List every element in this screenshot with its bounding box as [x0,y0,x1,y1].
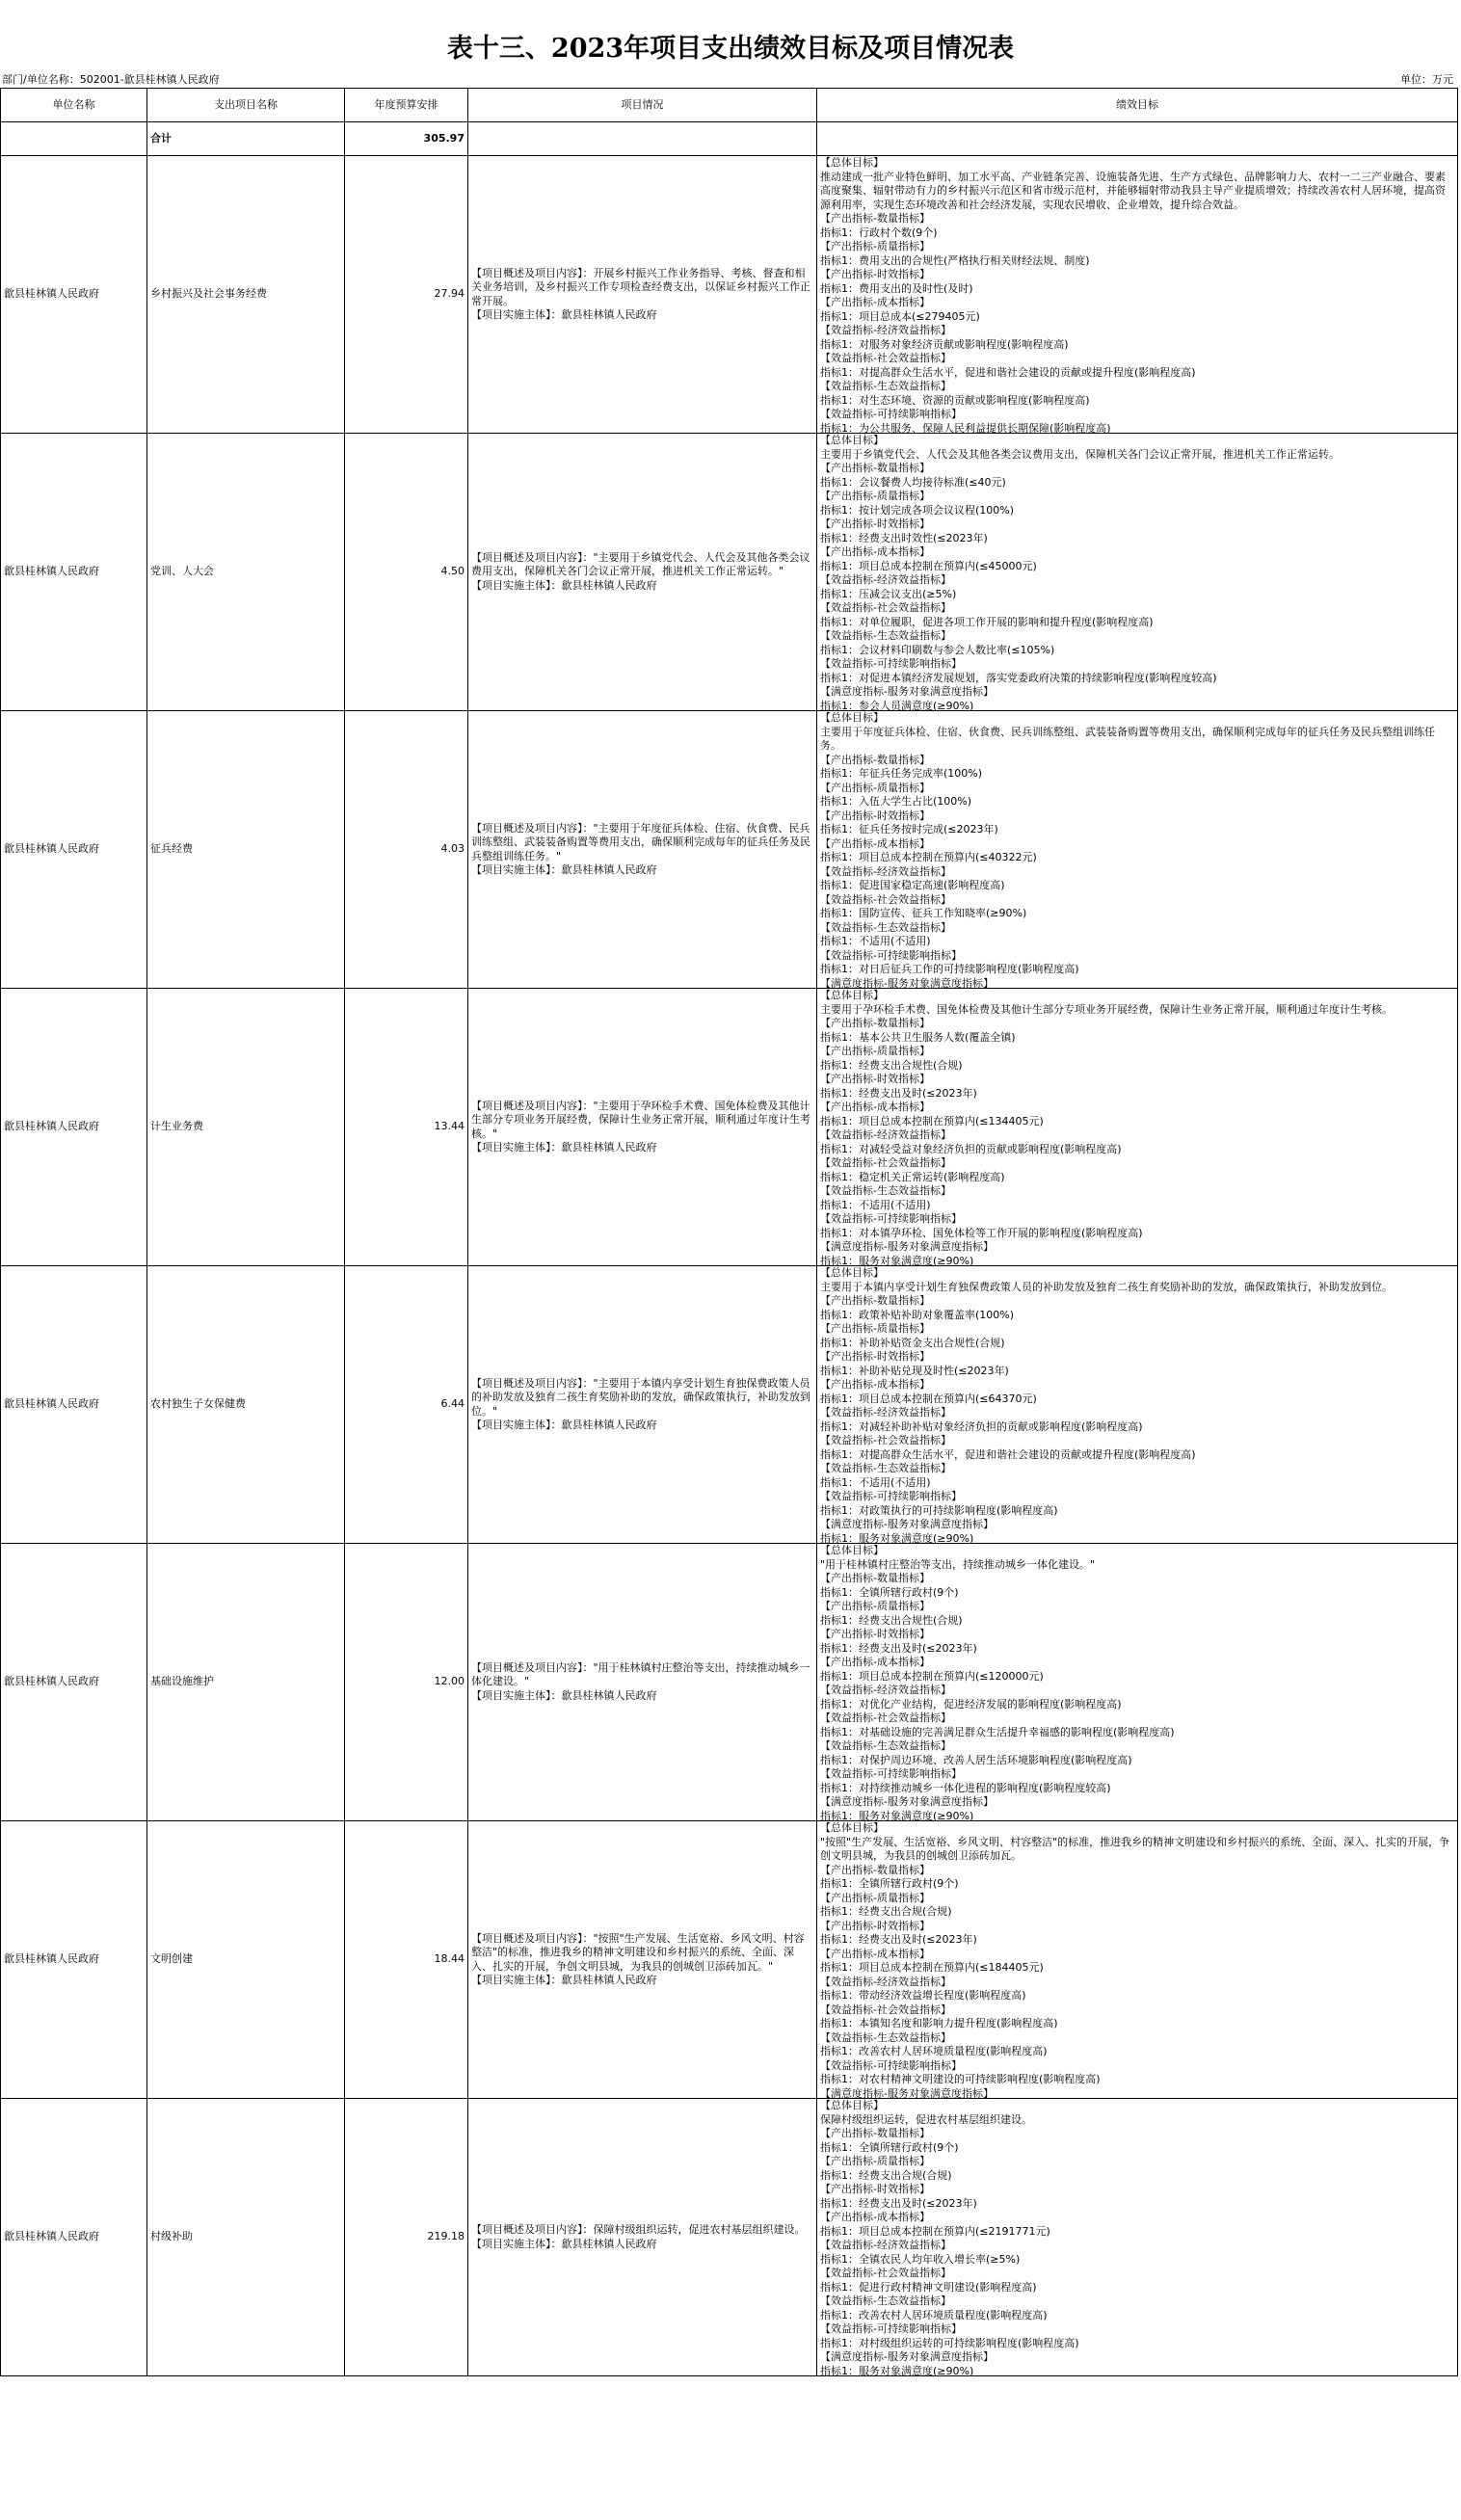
situation-line: 【项目实施主体】：歙县桂林镇人民政府 [471,1141,657,1154]
situation-line: 【项目实施主体】：歙县桂林镇人民政府 [471,1419,657,1431]
goal-line: 指标1：项目总成本控制在预算内(≤134405元) [820,1114,1044,1127]
goal-line: 指标1：对保护周边环境、改善人居生活环境影响程度(影响程度高) [820,1753,1132,1766]
situation-cell [468,1266,817,1544]
situation-line: 【项目实施主体】：歙县桂林镇人民政府 [471,1974,657,1986]
goal-line: 指标1：压减会议支出(≥5%) [820,587,957,600]
goal-line: 【效益指标-生态效益指标】 [820,1462,951,1474]
situation-cell [468,989,817,1266]
total-value: 305.97 [345,122,468,156]
situation-line: 【项目实施主体】：歙县桂林镇人民政府 [471,308,657,321]
goal-line: 指标1：经费支出合规性(合规) [820,1058,963,1072]
goal-line: 【产出指标-数量指标】 [820,1294,930,1307]
goal-line: 【产出指标-时效指标】 [820,1628,930,1640]
goal-line: 【产出指标-时效指标】 [820,2183,930,2195]
goal-line: 指标1：服务对象满意度(≥90%) [820,1531,974,1543]
goal-line: 【满意度指标-服务对象满意度指标】 [820,976,994,988]
table-row [1,1266,1458,1544]
goal-line: 【效益指标-经济效益指标】 [820,1975,951,1988]
goal-line: 【产出指标-质量指标】 [820,1322,930,1335]
goals-cell [817,711,1458,989]
goal-line: 指标1：补助补贴资金支出合规性(合规) [820,1336,1005,1349]
table-row [1,156,1458,434]
total-unit-cell [1,122,147,156]
goal-line: 指标1：项目总成本控制在预算内(≤45000元) [820,559,1037,572]
header-project-name: 支出项目名称 [147,89,345,122]
goal-line: 指标1：对政策执行的可持续影响程度(影响程度高) [820,1503,1058,1517]
project-name-cell: 乡村振兴及社会事务经费 [147,156,345,434]
total-goals-cell [817,122,1458,156]
goal-line: 【效益指标-生态效益指标】 [820,2295,951,2307]
budget-cell: 6.44 [345,1266,468,1544]
goal-line: 【效益指标-经济效益指标】 [820,1684,951,1696]
goal-line: 【效益指标-社会效益指标】 [820,2267,951,2279]
goal-line: 保障村级组织运转，促进农村基层组织建设。 [820,2112,1032,2126]
goal-line: 指标1：带动经济效益增长程度(影响程度高) [820,1989,1026,2002]
goal-line: 指标1：改善农村人居环境质量程度(影响程度高) [820,2045,1048,2057]
goal-line: 【效益指标-经济效益指标】 [820,573,951,586]
budget-cell: 27.94 [345,156,468,434]
situation-line: 【项目概述及项目内容】："按照"生产发展、生活宽裕、乡风文明、村容整洁"的标准，推进我乡的精神文明建设和乡村振兴的系统、全面、深入、扎实的开展，争创文明县城，为我县的创城创卫添砖加瓦。" [471,1931,805,1973]
goal-line: 指标1：全镇所辖行政村(9个) [820,1585,959,1599]
goal-line: 【产出指标-成本指标】 [820,1947,930,1960]
goal-line: 【满意度指标-服务对象满意度指标】 [820,2086,994,2098]
situation-cell [468,2099,817,2376]
unit-cell: 歙县桂林镇人民政府 [1,1266,147,1544]
goal-line: 指标1：对村级组织运转的可持续影响程度(影响程度高) [820,2336,1079,2349]
goal-line: 指标1：不适用(不适用) [820,1475,931,1489]
goal-line: 指标1：入伍大学生占比(100%) [820,795,972,808]
goal-line: 【效益指标-社会效益指标】 [820,892,951,906]
goal-line: 【效益指标-生态效益指标】 [820,380,951,392]
goal-line: 【效益指标-可持续影响指标】 [820,2322,962,2335]
goal-line: 指标1：经费支出时效性(≤2023年) [820,531,988,544]
goal-line: 【产出指标-数量指标】 [820,753,930,766]
goal-line: 指标1：本镇知名度和影响力提升程度(影响程度高) [820,2017,1058,2029]
goal-line: 指标1：按计划完成各项会议议程(100%) [820,503,1015,517]
goal-line: 【产出指标-时效指标】 [820,268,930,280]
table-header-row [1,89,1458,122]
situation-cell [468,434,817,711]
unit-cell: 歙县桂林镇人民政府 [1,1544,147,1821]
goal-line: 指标1：对生态环境、资源的贡献或影响程度(影响程度高) [820,393,1090,407]
situation-cell [468,156,817,434]
goal-line: 【产出指标-时效指标】 [820,809,930,822]
header-unit: 单位名称 [1,89,147,122]
situation-line: 【项目概述及项目内容】：保障村级组织运转，促进农村基层组织建设。 [471,2223,806,2236]
goal-line: 指标1：会议材料印刷数与参会人数比率(≤105%) [820,643,1055,656]
goals-cell [817,1544,1458,1821]
goal-line: 指标1：经费支出合规(合规) [820,2168,952,2182]
budget-cell: 4.50 [345,434,468,711]
goal-line: 指标1：经费支出及时(≤2023年) [820,1086,977,1100]
budget-cell: 12.00 [345,1544,468,1821]
goal-line: 【产出指标-成本指标】 [820,2211,930,2223]
goal-line: 【效益指标-生态效益指标】 [820,2030,951,2044]
total-label: 合计 [147,122,345,156]
goal-line: 指标1：服务对象满意度(≥90%) [820,1254,974,1265]
goal-line: 【满意度指标-服务对象满意度指标】 [820,2350,994,2363]
goal-line: 【效益指标-经济效益指标】 [820,1406,951,1419]
goal-line: 【产出指标-数量指标】 [820,462,930,474]
goal-line: 【效益指标-社会效益指标】 [820,2003,951,2016]
goal-line: 指标1：费用支出的合规性(严格执行相关财经法规、制度) [820,253,1090,267]
goals-list [820,1544,1454,1820]
goal-line: 【产出指标-质量指标】 [820,1891,930,1904]
goal-line: 指标1：为公共服务、保障人民利益提供长期保障(影响程度高) [820,421,1111,433]
goal-line: 指标1：全镇所辖行政村(9个) [820,2140,959,2154]
goal-line: "用于桂林镇村庄整治等支出，持续推动城乡一体化建设。" [820,1557,1096,1571]
goal-line: 【产出指标-数量指标】 [820,1017,930,1029]
situation-line: 【项目实施主体】：歙县桂林镇人民政府 [471,578,657,592]
goals-cell [817,2099,1458,2376]
unit-cell: 歙县桂林镇人民政府 [1,1821,147,2099]
goal-line: 指标1：项目总成本控制在预算内(≤120000元) [820,1669,1044,1683]
goal-line: 【产出指标-时效指标】 [820,1073,930,1085]
goal-line: 【产出指标-质量指标】 [820,490,930,502]
table-row [1,1821,1458,2099]
goal-line: 【满意度指标-服务对象满意度指标】 [820,685,994,698]
goal-line: 主要用于年度征兵体检、住宿、伙食费、民兵训练整组、武装装备购置等费用支出，确保顺利完成每年的征兵任务及民兵整组训练任务。 [820,725,1435,752]
goal-line: 指标1：对本镇孕环检、国免体检等工作开展的影响程度(影响程度高) [820,1226,1143,1239]
goal-line: 指标1：稳定机关正常运转(影响程度高) [820,1170,1005,1183]
goal-line: 【满意度指标-服务对象满意度指标】 [820,1518,994,1530]
project-name-cell: 计生业务费 [147,989,345,1266]
unit-cell: 歙县桂林镇人民政府 [1,2099,147,2376]
unit-cell: 歙县桂林镇人民政府 [1,711,147,989]
goal-line: 指标1：对持续推动城乡一体化进程的影响程度(影响程度较高) [820,1781,1111,1794]
goals-list [820,2099,1454,2375]
goals-list [820,1821,1454,2098]
goal-line: 【效益指标-可持续影响指标】 [820,948,962,962]
budget-cell: 18.44 [345,1821,468,2099]
goal-line: 【效益指标-可持续影响指标】 [820,1490,962,1502]
goal-line: 【效益指标-经济效益指标】 [820,1128,951,1141]
goal-line: 【效益指标-生态效益指标】 [820,629,951,642]
goal-line: 指标1：项目总成本控制在预算内(≤184405元) [820,1961,1044,1974]
goal-line: 【满意度指标-服务对象满意度指标】 [820,1795,994,1808]
goal-line: 【效益指标-可持续影响指标】 [820,1212,962,1225]
goal-line: 【效益指标-生态效益指标】 [820,1184,951,1197]
goal-line: 【效益指标-可持续影响指标】 [820,657,962,670]
goal-line: 指标1：项目总成本控制在预算内(≤64370元) [820,1392,1037,1405]
goal-line: 指标1：改善农村人居环境质量程度(影响程度高) [820,2308,1048,2321]
goal-line: 【效益指标-生态效益指标】 [820,1739,951,1752]
situation-line: 【项目实施主体】：歙县桂林镇人民政府 [471,1688,657,1702]
goal-line: 【产出指标-数量指标】 [820,2127,930,2139]
project-name-cell: 基础设施维护 [147,1544,345,1821]
table-row [1,711,1458,989]
goal-line: 【满意度指标-服务对象满意度指标】 [820,1240,994,1253]
goal-line: 【产出指标-质量指标】 [820,1600,930,1612]
goal-line: 【效益指标-社会效益指标】 [820,601,951,614]
goal-line: 【产出指标-成本指标】 [820,836,930,850]
goal-line: 指标1：对减轻补助补贴对象经济负担的贡献或影响程度(影响程度高) [820,1419,1143,1433]
goal-line: 【效益指标-经济效益指标】 [820,2239,951,2251]
goal-line: 指标1：会议餐费人均接待标准(≤40元) [820,475,1006,489]
goals-cell [817,1266,1458,1544]
unit-cell: 歙县桂林镇人民政府 [1,989,147,1266]
goal-line: 指标1：对日后征兵工作的可持续影响程度(影响程度高) [820,963,1079,975]
goal-line: 【产出指标-成本指标】 [820,1656,930,1668]
goal-line: 【产出指标-时效指标】 [820,517,930,530]
project-name-cell: 文明创建 [147,1821,345,2099]
situation-line: 【项目概述及项目内容】："主要用于本镇内享受计划生育独保费政策人员的补助发放及独育二孩生育奖励补助的发放，确保政策执行，补助发放到位。" [471,1376,810,1418]
goal-line: 【总体目标】 [820,1544,884,1556]
goal-line: 指标1：促进国家稳定高速(影响程度高) [820,879,1005,891]
goal-line: 【总体目标】 [820,156,884,169]
goal-line: 指标1：政策补贴补助对象覆盖率(100%) [820,1308,1015,1321]
goal-line: 【总体目标】 [820,711,884,724]
goal-line: 指标1：对提高群众生活水平，促进和谐社会建设的贡献或提升程度(影响程度高) [820,1447,1196,1461]
table-row [1,1544,1458,1821]
goal-line: 指标1：不适用(不适用) [820,1198,931,1211]
goal-line: 指标1：经费支出及时(≤2023年) [820,1933,977,1946]
header-budget: 年度预算安排 [345,89,468,122]
goal-line: 指标1：费用支出的及时性(及时) [820,281,973,295]
goal-line: 【产出指标-质量指标】 [820,2155,930,2167]
header-goals: 绩效目标 [817,89,1458,122]
goals-cell [817,156,1458,434]
goal-line: 指标1：对促进本镇经济发展规划，落实党委政府决策的持续影响程度(影响程度较高) [820,671,1217,684]
situation-line: 【项目概述及项目内容】：开展乡村振兴工作业务指导、考核、督查和相关业务培训，及乡村振兴工作专项检查经费支出，以保证乡村振兴工作正常开展。 [471,266,810,307]
goal-line: 主要用于本镇内享受计划生育独保费政策人员的补助发放及独育二孩生育奖励补助的发放，确保政策执行，补助发放到位。 [820,1280,1393,1293]
goals-cell [817,1821,1458,2099]
goals-cell [817,434,1458,711]
goal-line: 指标1：行政村个数(9个) [820,225,938,239]
goal-line: 【效益指标-可持续影响指标】 [820,408,962,420]
goals-list [820,1266,1454,1543]
goal-line: 指标1：对农村精神文明建设的可持续影响程度(影响程度高) [820,2073,1101,2085]
goal-line: 【产出指标-成本指标】 [820,1378,930,1391]
goal-line: 【产出指标-成本指标】 [820,1101,930,1113]
goal-line: 指标1：经费支出合规性(合规) [820,1613,963,1627]
goals-list [820,989,1454,1265]
goal-line: 指标1：基本公共卫生服务人数(覆盖全镇) [820,1030,1016,1044]
goal-line: 【效益指标-社会效益指标】 [820,352,951,364]
goal-line: 【效益指标-生态效益指标】 [820,920,951,934]
goal-line: 【产出指标-质量指标】 [820,1045,930,1057]
page-title: 表十三、2023年项目支出绩效目标及项目情况表 [446,34,1015,64]
budget-cell: 4.03 [345,711,468,989]
goal-line: 【效益指标-经济效益指标】 [820,324,951,336]
goal-line: 【产出指标-时效指标】 [820,1919,930,1932]
department-label: 部门/单位名称：502001-歙县桂林镇人民政府 [2,73,220,86]
total-row [1,122,1458,156]
goal-line: 【效益指标-社会效益指标】 [820,1434,951,1446]
goal-line: 指标1：经费支出及时(≤2023年) [820,2196,977,2210]
project-name-cell: 征兵经费 [147,711,345,989]
goal-line: 指标1：对单位履职，促进各项工作开展的影响和提升程度(影响程度高) [820,615,1154,628]
goal-line: 指标1：项目总成本控制在预算内(≤40322元) [820,851,1037,863]
goal-line: 指标1：经费支出及时(≤2023年) [820,1641,977,1655]
unit-cell: 歙县桂林镇人民政府 [1,156,147,434]
goal-line: 【总体目标】 [820,1821,884,1834]
situation-line: 【项目概述及项目内容】："主要用于乡镇党代会、人代会及其他各类会议费用支出，保障机关各门会议正常开展，推进机关工作正常运转。" [471,550,810,578]
situation-cell [468,1544,817,1821]
goal-line: 【产出指标-数量指标】 [820,212,930,225]
goal-line: 指标1：参会人员满意度(≥90%) [820,699,974,710]
goal-line: 指标1：年征兵任务完成率(100%) [820,767,983,780]
unit-cell: 歙县桂林镇人民政府 [1,434,147,711]
goal-line: 【效益指标-社会效益指标】 [820,1711,951,1724]
goal-line: 指标1：对优化产业结构，促进经济发展的影响程度(影响程度高) [820,1697,1122,1711]
budget-cell: 13.44 [345,989,468,1266]
goal-line: 指标1：对基础设施的完善满足群众生活提升幸福感的影响程度(影响程度高) [820,1725,1175,1738]
goals-list [820,711,1454,988]
goal-line: 指标1：全镇所辖行政村(9个) [820,1877,959,1890]
goal-line: 主要用于孕环检手术费、国免体检费及其他计生部分专项业务开展经费，保障计生业务正常开展，顺利通过年度计生考核。 [820,1002,1393,1016]
goal-line: 指标1：经费支出合规(合规) [820,1905,952,1918]
performance-table [0,88,1458,2376]
goal-line: 指标1：服务对象满意度(≥90%) [820,2364,974,2375]
goal-line: 【总体目标】 [820,989,884,1001]
goal-line: 指标1：不适用(不适用) [820,935,931,947]
goal-line: 【效益指标-可持续影响指标】 [820,1767,962,1780]
goal-line: "按照"生产发展、生活宽裕、乡风文明、村容整洁"的标准，推进我乡的精神文明建设和乡村振兴的系统、全面、深入、扎实的开展，争创文明县城，为我县的创城创卫添砖加瓦。 [820,1835,1450,1862]
goal-line: 指标1：服务对象满意度(≥90%) [820,1809,974,1820]
goals-list [820,156,1454,433]
goal-line: 指标1：国防宣传、征兵工作知晓率(≥90%) [820,907,1027,919]
goal-line: 【产出指标-质量指标】 [820,240,930,252]
situation-line: 【项目实施主体】：歙县桂林镇人民政府 [471,2237,657,2250]
total-situation-cell [468,122,817,156]
goal-line: 指标1：对提高群众生活水平，促进和谐社会建设的贡献或提升程度(影响程度高) [820,365,1196,379]
goal-line: 指标1：对服务对象经济贡献或影响程度(影响程度高) [820,337,1069,351]
situation-line: 【项目实施主体】：歙县桂林镇人民政府 [471,863,657,876]
goal-line: 指标1：对减轻受益对象经济负担的贡献或影响程度(影响程度高) [820,1142,1122,1155]
goal-line: 【总体目标】 [820,1266,884,1279]
situation-cell [468,1821,817,2099]
goal-line: 【产出指标-成本指标】 [820,545,930,558]
table-row [1,989,1458,1266]
project-name-cell: 农村独生子女保健费 [147,1266,345,1544]
goal-line: 【产出指标-数量指标】 [820,1572,930,1584]
table-row [1,434,1458,711]
goal-line: 指标1：补助补贴兑现及时性(≤2023年) [820,1364,1009,1377]
situation-cell [468,711,817,989]
goal-line: 【总体目标】 [820,2099,884,2111]
goal-line: 【产出指标-数量指标】 [820,1863,930,1876]
goal-line: 指标1：项目总成本控制在预算内(≤2191771元) [820,2224,1050,2238]
situation-line: 【项目概述及项目内容】："主要用于孕环检手术费、国免体检费及其他计生部分专项业务开展经费，保障计生业务正常开展，顺利通过年度计生考核。" [471,1099,810,1140]
goal-line: 指标1：全镇农民人均年收入增长率(≥5%) [820,2252,1021,2266]
project-name-cell: 村级补助 [147,2099,345,2376]
goal-line: 指标1：征兵任务按时完成(≤2023年) [820,823,998,836]
goal-line: 【效益指标-经济效益指标】 [820,864,951,878]
goal-line: 推动建成一批产业特色鲜明、加工水平高、产业链条完善、设施装备先进、生产方式绿色、品牌影响力大、农村一二三产业融合、要素高度聚集、辐射带动有力的乡村振兴示范区和省市级示范村，并能够辐射带动我县主导产业提质增效；持续改善农村人居环境，提高资源利用率，实现生态环境改善和社会经济发展，实现农民增收、企业增效，提升综合效益。 [820,170,1446,211]
goal-line: 【产出指标-成本指标】 [820,296,930,308]
unit-label: 单位：万元 [1400,73,1453,86]
situation-line: 【项目概述及项目内容】："主要用于年度征兵体检、住宿、伙食费、民兵训练整组、武装装备购置等费用支出，确保顺利完成每年的征兵任务及民兵整组训练任务。" [471,821,810,862]
goal-line: 【效益指标-社会效益指标】 [820,1156,951,1169]
project-name-cell: 党训、人大会 [147,434,345,711]
budget-cell: 219.18 [345,2099,468,2376]
goal-line: 【效益指标-可持续影响指标】 [820,2058,962,2072]
goal-line: 指标1：项目总成本(≤279405元) [820,309,980,323]
goal-line: 主要用于乡镇党代会、人代会及其他各类会议费用支出，保障机关各门会议正常开展，推进机关工作正常运转。 [820,447,1340,461]
goal-line: 【产出指标-时效指标】 [820,1350,930,1363]
goals-cell [817,989,1458,1266]
situation-line: 【项目概述及项目内容】："用于桂林镇村庄整治等支出，持续推动城乡一体化建设。" [471,1660,810,1688]
goal-line: 【总体目标】 [820,434,884,446]
goal-line: 【产出指标-质量指标】 [820,781,930,794]
table-row [1,2099,1458,2376]
goals-list [820,434,1454,710]
goal-line: 指标1：促进行政村精神文明建设(影响程度高) [820,2280,1037,2294]
header-situation: 项目情况 [468,89,817,122]
